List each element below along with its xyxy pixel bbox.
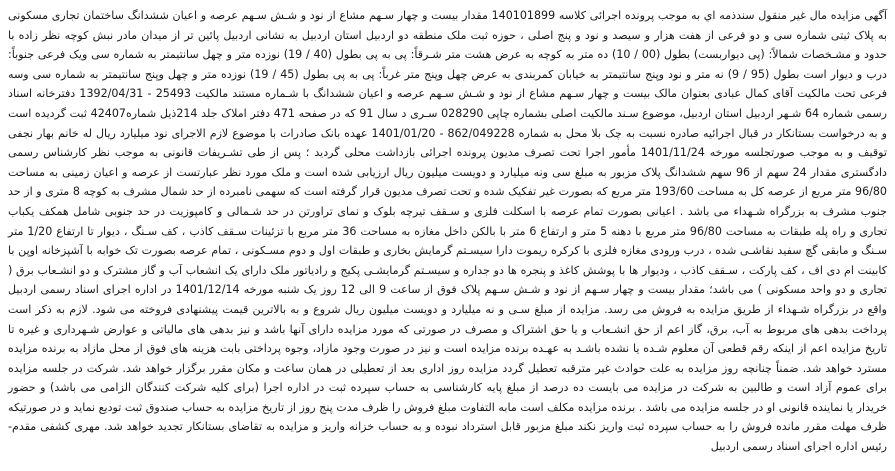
auction-notice-text	[8, 6, 887, 457]
notice-title: آگهی مزایده مال غیر منقول سندذمه	[719, 9, 888, 22]
notice-signature: اداره اجرای اسناد رسمی اردبیل	[710, 440, 858, 454]
notice-body: اي به موجب پرونده اجرائی کلاسه 140101899 مقدار بیست و چهار سـهم مشاع از نود و شـش سـهم عرصه و اعیان ششدانگ ساختمان تجاری مسکونی به پلاک ثبتی شماره سی و دو فرعی از هفت هزار و سیصد و نود و پنج اصلی ، حوزه ثبت ملک منطقه دو اردبیل استان اردبیل به نشانی اردبیل پائین تر از میدان مادر نبش کوچه نظر زاده با حدود و مشـخصات شمالاً: (پی دیواربست) بطول (00 / 10) ده متر به کوچه به عرض هشت متر شـرقاً: پی به پی بطول (40 / 19) نوزده متر و چهل سانتیمتر به شماره سی ویک فرعی جنوباً: درب و دیوار است بطول (95 / 9) نه متر و نود وپنج سانتیمتر به خیابان کمربندی به عرض چهل وپنج متر غرباً: پی به پی بطول (45 / 19) نوزده متر و چهل وپنج سانتیمتر به شماره سی وسه فرعی تحت مالکیت آقای کمال عبادی بعنوان مالک بیست و چهار سـهم مشاع از نود و شـش سـهم عرصه و اعیان ششدانگ با شـماره مستند مالکیت 25493 - 1392/04/31 دفترخانه اسناد رسمی شماره 64 شـهر اردبیل استان اردبیل، موضوع سـند مالکیت اصلی بشماره چاپی 028290 سـری د سال 91 که در صفحه 471 دفتر املاک جلد 214ذیل شماره42407 ثبت گردیده است و به درخواست بستانکار در قبال اجرائیه صادره نسبت به چک بلا محل به شماره 862/049228 - 1401/01/20 عهده بانک صادرات با موضوع لازم الاجرای نود میلیارد ریال له خانم بهار نجفی توقیف و به موجب صورتجلسه مورخه 1401/11/24 مأمور اجرا تحت تصرف مدیون پرونده اجرائی بازداشت محلی گردید ؛ پس از طی تشـریفات قانونی به موجب نظر کارشناس رسمی دادگستری مقدار 24 سهم از 96 سهم ششدانگ پلاک مزبور به مبلغ سی ونه میلیارد و دویست میلیون ریال ارزیابی شده است و ملک مورد نظر عبارتست از عرصه و اعیان زمینی به مساحت 96/80 متر مربع از عرصه کل به مساحت 193/60 متر مربع که بصورت غیر تفکیک شده و تحت تصرف مدیون قرار گرفته است که سهمی نامبرده از حد شمال مشرف به کوچه 8 متری و از حد جنوب مشرف به بزرگراه شـهداء می باشد . اعیانی بصورت تمام عرصه با اسکلت فلزی و سـقف تیرچه بلوک و نمای تراورتن در حد شـمالی و کامپوزیت در حد جنوبی شامل همکف یکباب تجاری و راه پله طبقات به مساحت 96/80 متر مربع با دهنه 5 متر و ارتفاع 6 متر با بالکن داخل مغازه به مساحت 36 متر مربع با تزئینات سـقف کاذب ، کف سـنگ ، دیوار تا ارتفاع 1/20 متر سـنگ و مابقی گچ سفید نقاشـی شده ، درب ورودی مغازه فلزی با کرکره ریموت دارا سیسـتم گرمایش بخاری و طبقات اول و دوم مسـکونی ، تمام عرصه بصورت تک خوابه با آشپزخانه اوپن با کابینت ام دی اف ، کف پارکت ، سـقف کاذب ، ودیوار ها با پوشش کاغذ و پنجره ها دو جداره و سیسـتم گرمایشـی پکیج و رادیاتور ملک دارای یک انشعاب آب و گاز مشترک و دو انشـعاب برق ( تجاری و دو واحد مسکونی ) می باشد؛ مقدار بیست و چهار سـهم از نود و شـش سـهم پلاک فوق از ساعت 9 الی 12 روز یک شنبه مورخه 1401/12/14 در اداره اجرای اسناد رسمی اردبیل واقع در بزرگراه شـهداء از طریق مزایده به فروش می رسد. مزایده از مبلغ سـی و نه میلیارد و دویست میلیون ریال شروع و به بالاترین قیمت پیشنهادی فروخته می شود. لازم به ذکر است پرداخت بدهی های مربوط به آب، برق، گاز اعم از حق انشـعاب و یا حق اشتراک و مصرف در صورتی که مورد مزایده دارای آنها باشد و نیز بدهی های مالیاتی و عوارض شـهرداری و غیره تا تاریخ مزایده اعم از اینکه رقم قطعی آن معلوم شـده یا نشده باشـد به عهـده برنده مزایده است و نیز در صورت وجود مازاد، وجوه پرداختی بابت هزینه های فوق از محل مازاد به برنده مزایده مسترد خواهد شد. ضمناً چنانچه روز مزایده به علت حوادث غیر مترقبه تعطیل گردد مزایده روز اداری بعد از تعطیلی در همان ساعت و مکان مقرر برگزار خواهد شد. شرکت در جلسه مزایده برای عموم آزاد است و طالبین به شرکت در مزایده می بایست ده درصد از مبلغ پایه کارشناسی به حساب سپرده ثبت در اداره اجرا (برای کلیه شرکت کنندگان الزامی می باشد) و حضور خریدار یا نماینده قانونی او در جلسه مزایده می باشد . برنده مزایده مکلف است مابه التفاوت مبلغ فروش را ظرف مدت پنج روز از تاریخ مزایده به حساب صندوق ثبت تودیع نماید و در صورتیکه ظرف مهلت مقرر مانده فروش را به حساب سپرده ثبت واریز نکند مبلغ مزبور قابل استرداد نبوده و به حساب خزانه واریز و مزایده به تقاضای بستانکار تجدید خواهد شد. مهری کشفی مقدم- رئیس	[8, 9, 888, 454]
